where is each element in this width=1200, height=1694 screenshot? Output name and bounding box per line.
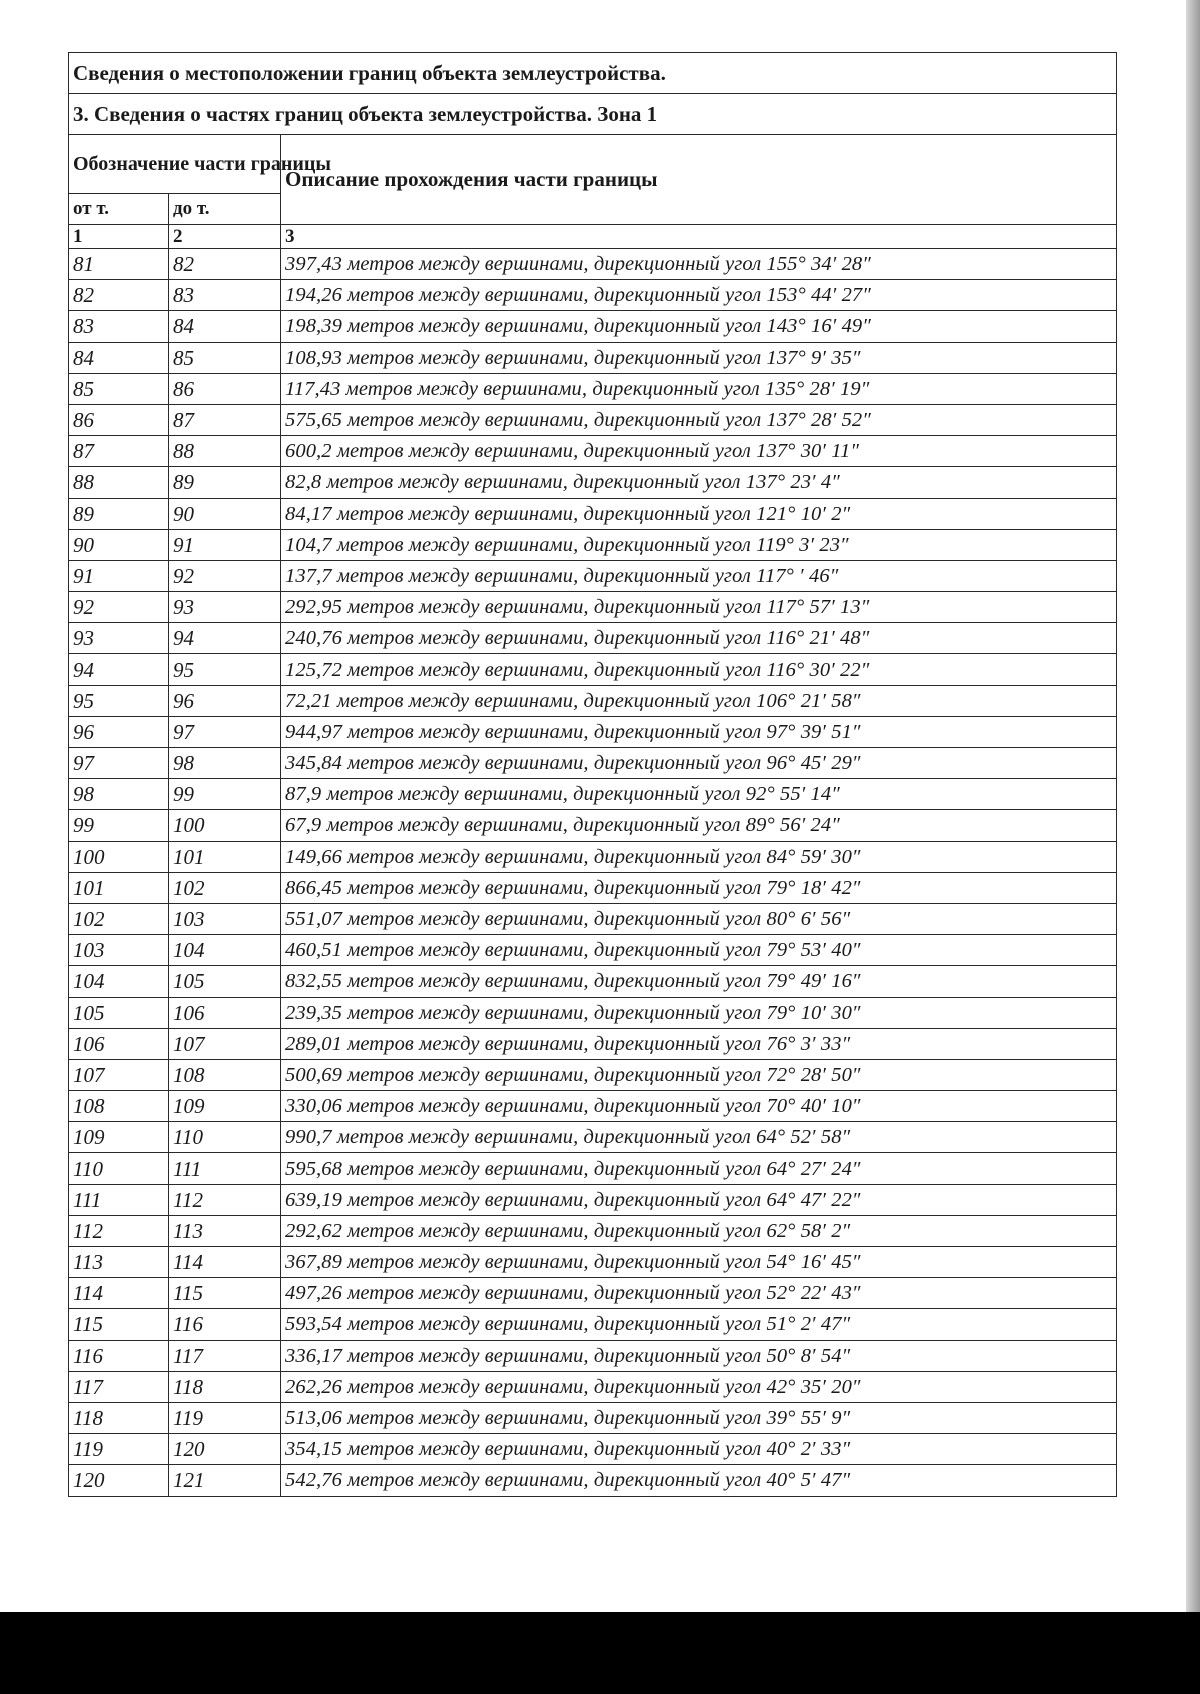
from-point-cell: 120	[69, 1465, 169, 1496]
to-point-cell: 90	[169, 498, 281, 529]
to-point-cell: 92	[169, 560, 281, 591]
description-cell: 194,26 метров между вершинами, дирекционный угол 153° 44′ 27″	[281, 280, 1117, 311]
table-row	[69, 779, 1117, 810]
from-point-cell: 95	[69, 685, 169, 716]
description-cell: 354,15 метров между вершинами, дирекционный угол 40° 2′ 33″	[281, 1434, 1117, 1465]
description-cell: 149,66 метров между вершинами, дирекционный угол 84° 59′ 30″	[281, 841, 1117, 872]
to-point-cell: 101	[169, 841, 281, 872]
to-point-cell: 105	[169, 966, 281, 997]
to-point-cell: 117	[169, 1340, 281, 1371]
description-cell: 239,35 метров между вершинами, дирекционный угол 79° 10′ 30″	[281, 997, 1117, 1028]
to-point-cell: 87	[169, 404, 281, 435]
description-cell: 542,76 метров между вершинами, дирекционный угол 40° 5′ 47″	[281, 1465, 1117, 1496]
description-cell: 866,45 метров между вершинами, дирекционный угол 79° 18′ 42″	[281, 872, 1117, 903]
from-point-cell: 83	[69, 311, 169, 342]
table-row	[69, 436, 1117, 467]
table-row	[69, 560, 1117, 591]
table-row	[69, 1059, 1117, 1090]
section-title: 3. Сведения о частях границ объекта землеустройства. Зона 1	[69, 94, 1117, 135]
from-point-cell: 98	[69, 779, 169, 810]
to-point-cell: 107	[169, 1028, 281, 1059]
from-point-cell: 89	[69, 498, 169, 529]
table-row	[69, 1215, 1117, 1246]
description-cell: 497,26 метров между вершинами, дирекционный угол 52° 22′ 43″	[281, 1278, 1117, 1309]
description-cell: 84,17 метров между вершинами, дирекционный угол 121° 10′ 2″	[281, 498, 1117, 529]
table-row	[69, 1402, 1117, 1433]
from-point-cell: 97	[69, 748, 169, 779]
to-point-cell: 104	[169, 935, 281, 966]
from-point-cell: 102	[69, 903, 169, 934]
to-point-cell: 110	[169, 1122, 281, 1153]
description-cell: 639,19 метров между вершинами, дирекционный угол 64° 47′ 22″	[281, 1184, 1117, 1215]
from-point-cell: 111	[69, 1184, 169, 1215]
from-point-cell: 91	[69, 560, 169, 591]
table-row	[69, 342, 1117, 373]
description-cell: 500,69 метров между вершинами, дирекционный угол 72° 28′ 50″	[281, 1059, 1117, 1090]
description-header: Описание прохождения части границы	[281, 135, 1117, 225]
from-point-cell: 88	[69, 467, 169, 498]
from-point-cell: 92	[69, 592, 169, 623]
to-point-cell: 108	[169, 1059, 281, 1090]
description-cell: 104,7 метров между вершинами, дирекционный угол 119° 3′ 23″	[281, 529, 1117, 560]
table-row	[69, 1122, 1117, 1153]
from-point-cell: 119	[69, 1434, 169, 1465]
from-point-cell: 113	[69, 1247, 169, 1278]
table-row	[69, 529, 1117, 560]
column-number-1: 1	[69, 225, 169, 249]
to-point-cell: 112	[169, 1184, 281, 1215]
to-point-cell: 88	[169, 436, 281, 467]
to-point-cell: 114	[169, 1247, 281, 1278]
to-point-cell: 118	[169, 1371, 281, 1402]
description-cell: 575,65 метров между вершинами, дирекционный угол 137° 28′ 52″	[281, 404, 1117, 435]
table-row	[69, 1371, 1117, 1402]
to-point-cell: 98	[169, 748, 281, 779]
from-point-cell: 109	[69, 1122, 169, 1153]
description-cell: 87,9 метров между вершинами, дирекционный угол 92° 55′ 14″	[281, 779, 1117, 810]
description-cell: 292,95 метров между вершинами, дирекционный угол 117° 57′ 13″	[281, 592, 1117, 623]
from-point-cell: 90	[69, 529, 169, 560]
from-point-cell: 112	[69, 1215, 169, 1246]
from-point-cell: 87	[69, 436, 169, 467]
table-row	[69, 810, 1117, 841]
from-point-cell: 110	[69, 1153, 169, 1184]
to-point-cell: 99	[169, 779, 281, 810]
table-row	[69, 1434, 1117, 1465]
table-row	[69, 498, 1117, 529]
scan-black-bar	[0, 1612, 1200, 1694]
description-cell: 82,8 метров между вершинами, дирекционный угол 137° 23′ 4″	[281, 467, 1117, 498]
to-point-cell: 95	[169, 654, 281, 685]
from-point-cell: 99	[69, 810, 169, 841]
from-point-cell: 117	[69, 1371, 169, 1402]
description-cell: 990,7 метров между вершинами, дирекционный угол 64° 52′ 58″	[281, 1122, 1117, 1153]
to-point-cell: 86	[169, 373, 281, 404]
table-row	[69, 404, 1117, 435]
table-row	[69, 1028, 1117, 1059]
table-row	[69, 467, 1117, 498]
from-point-cell: 96	[69, 716, 169, 747]
description-cell: 367,89 метров между вершинами, дирекционный угол 54° 16′ 45″	[281, 1247, 1117, 1278]
to-point-cell: 121	[169, 1465, 281, 1496]
description-cell: 198,39 метров между вершинами, дирекционный угол 143° 16′ 49″	[281, 311, 1117, 342]
description-cell: 72,21 метров между вершинами, дирекционный угол 106° 21′ 58″	[281, 685, 1117, 716]
description-cell: 460,51 метров между вершинами, дирекционный угол 79° 53′ 40″	[281, 935, 1117, 966]
description-cell: 595,68 метров между вершинами, дирекционный угол 64° 27′ 24″	[281, 1153, 1117, 1184]
to-point-cell: 91	[169, 529, 281, 560]
to-point-cell: 116	[169, 1309, 281, 1340]
designation-header: Обозначение части границы	[69, 135, 281, 194]
from-point-cell: 106	[69, 1028, 169, 1059]
table-row	[69, 1247, 1117, 1278]
description-cell: 513,06 метров между вершинами, дирекционный угол 39° 55′ 9″	[281, 1402, 1117, 1433]
boundary-parts-table	[68, 52, 1117, 1497]
description-cell: 832,55 метров между вершинами, дирекционный угол 79° 49′ 16″	[281, 966, 1117, 997]
to-point-cell: 115	[169, 1278, 281, 1309]
description-cell: 137,7 метров между вершинами, дирекционный угол 117° ′ 46″	[281, 560, 1117, 591]
description-cell: 551,07 метров между вершинами, дирекционный угол 80° 6′ 56″	[281, 903, 1117, 934]
table-row	[69, 280, 1117, 311]
document-title: Сведения о местоположении границ объекта землеустройства.	[69, 53, 1117, 94]
table-row	[69, 841, 1117, 872]
from-point-cell: 85	[69, 373, 169, 404]
table-row	[69, 1309, 1117, 1340]
to-point-cell: 96	[169, 685, 281, 716]
table-row	[69, 311, 1117, 342]
table-row	[69, 685, 1117, 716]
description-cell: 336,17 метров между вершинами, дирекционный угол 50° 8′ 54″	[281, 1340, 1117, 1371]
from-point-cell: 103	[69, 935, 169, 966]
description-cell: 944,97 метров между вершинами, дирекционный угол 97° 39′ 51″	[281, 716, 1117, 747]
table-row	[69, 654, 1117, 685]
table-row	[69, 1278, 1117, 1309]
to-point-cell: 97	[169, 716, 281, 747]
to-point-cell: 89	[169, 467, 281, 498]
from-point-cell: 82	[69, 280, 169, 311]
description-cell: 330,06 метров между вершинами, дирекционный угол 70° 40′ 10″	[281, 1091, 1117, 1122]
description-cell: 345,84 метров между вершинами, дирекционный угол 96° 45′ 29″	[281, 748, 1117, 779]
description-cell: 240,76 метров между вершинами, дирекционный угол 116° 21′ 48″	[281, 623, 1117, 654]
to-point-cell: 120	[169, 1434, 281, 1465]
description-cell: 67,9 метров между вершинами, дирекционный угол 89° 56′ 24″	[281, 810, 1117, 841]
table-row	[69, 1465, 1117, 1496]
from-point-cell: 115	[69, 1309, 169, 1340]
description-cell: 262,26 метров между вершинами, дирекционный угол 42° 35′ 20″	[281, 1371, 1117, 1402]
from-point-cell: 81	[69, 249, 169, 280]
to-point-cell: 94	[169, 623, 281, 654]
table-row	[69, 716, 1117, 747]
to-point-cell: 102	[169, 872, 281, 903]
table-row	[69, 592, 1117, 623]
to-point-cell: 103	[169, 903, 281, 934]
table-row	[69, 1184, 1117, 1215]
to-point-cell: 119	[169, 1402, 281, 1433]
to-point-header: до т.	[169, 194, 281, 225]
to-point-cell: 84	[169, 311, 281, 342]
to-point-cell: 93	[169, 592, 281, 623]
to-point-cell: 82	[169, 249, 281, 280]
table-row	[69, 373, 1117, 404]
table-row	[69, 623, 1117, 654]
to-point-cell: 83	[169, 280, 281, 311]
from-point-cell: 105	[69, 997, 169, 1028]
from-point-cell: 93	[69, 623, 169, 654]
from-point-cell: 94	[69, 654, 169, 685]
from-point-cell: 116	[69, 1340, 169, 1371]
description-cell: 289,01 метров между вершинами, дирекционный угол 76° 3′ 33″	[281, 1028, 1117, 1059]
table-row	[69, 249, 1117, 280]
table-row	[69, 903, 1117, 934]
to-point-cell: 106	[169, 997, 281, 1028]
to-point-cell: 100	[169, 810, 281, 841]
from-point-cell: 101	[69, 872, 169, 903]
description-cell: 117,43 метров между вершинами, дирекционный угол 135° 28′ 19″	[281, 373, 1117, 404]
description-cell: 125,72 метров между вершинами, дирекционный угол 116° 30′ 22″	[281, 654, 1117, 685]
description-cell: 108,93 метров между вершинами, дирекционный угол 137° 9′ 35″	[281, 342, 1117, 373]
from-point-cell: 107	[69, 1059, 169, 1090]
table-row	[69, 1340, 1117, 1371]
table-row	[69, 966, 1117, 997]
from-point-cell: 100	[69, 841, 169, 872]
to-point-cell: 113	[169, 1215, 281, 1246]
from-point-cell: 104	[69, 966, 169, 997]
to-point-cell: 109	[169, 1091, 281, 1122]
description-cell: 292,62 метров между вершинами, дирекционный угол 62° 58′ 2″	[281, 1215, 1117, 1246]
table-row	[69, 872, 1117, 903]
from-point-cell: 86	[69, 404, 169, 435]
from-point-cell: 118	[69, 1402, 169, 1433]
from-point-cell: 114	[69, 1278, 169, 1309]
table-row	[69, 1153, 1117, 1184]
table-row	[69, 748, 1117, 779]
page-edge	[1186, 0, 1200, 1694]
from-point-cell: 108	[69, 1091, 169, 1122]
from-point-header: от т.	[69, 194, 169, 225]
from-point-cell: 84	[69, 342, 169, 373]
description-cell: 600,2 метров между вершинами, дирекционный угол 137° 30′ 11″	[281, 436, 1117, 467]
column-number-2: 2	[169, 225, 281, 249]
to-point-cell: 111	[169, 1153, 281, 1184]
description-cell: 397,43 метров между вершинами, дирекционный угол 155° 34′ 28″	[281, 249, 1117, 280]
to-point-cell: 85	[169, 342, 281, 373]
table-row	[69, 935, 1117, 966]
table-row	[69, 1091, 1117, 1122]
column-number-3: 3	[281, 225, 1117, 249]
description-cell: 593,54 метров между вершинами, дирекционный угол 51° 2′ 47″	[281, 1309, 1117, 1340]
table-row	[69, 997, 1117, 1028]
